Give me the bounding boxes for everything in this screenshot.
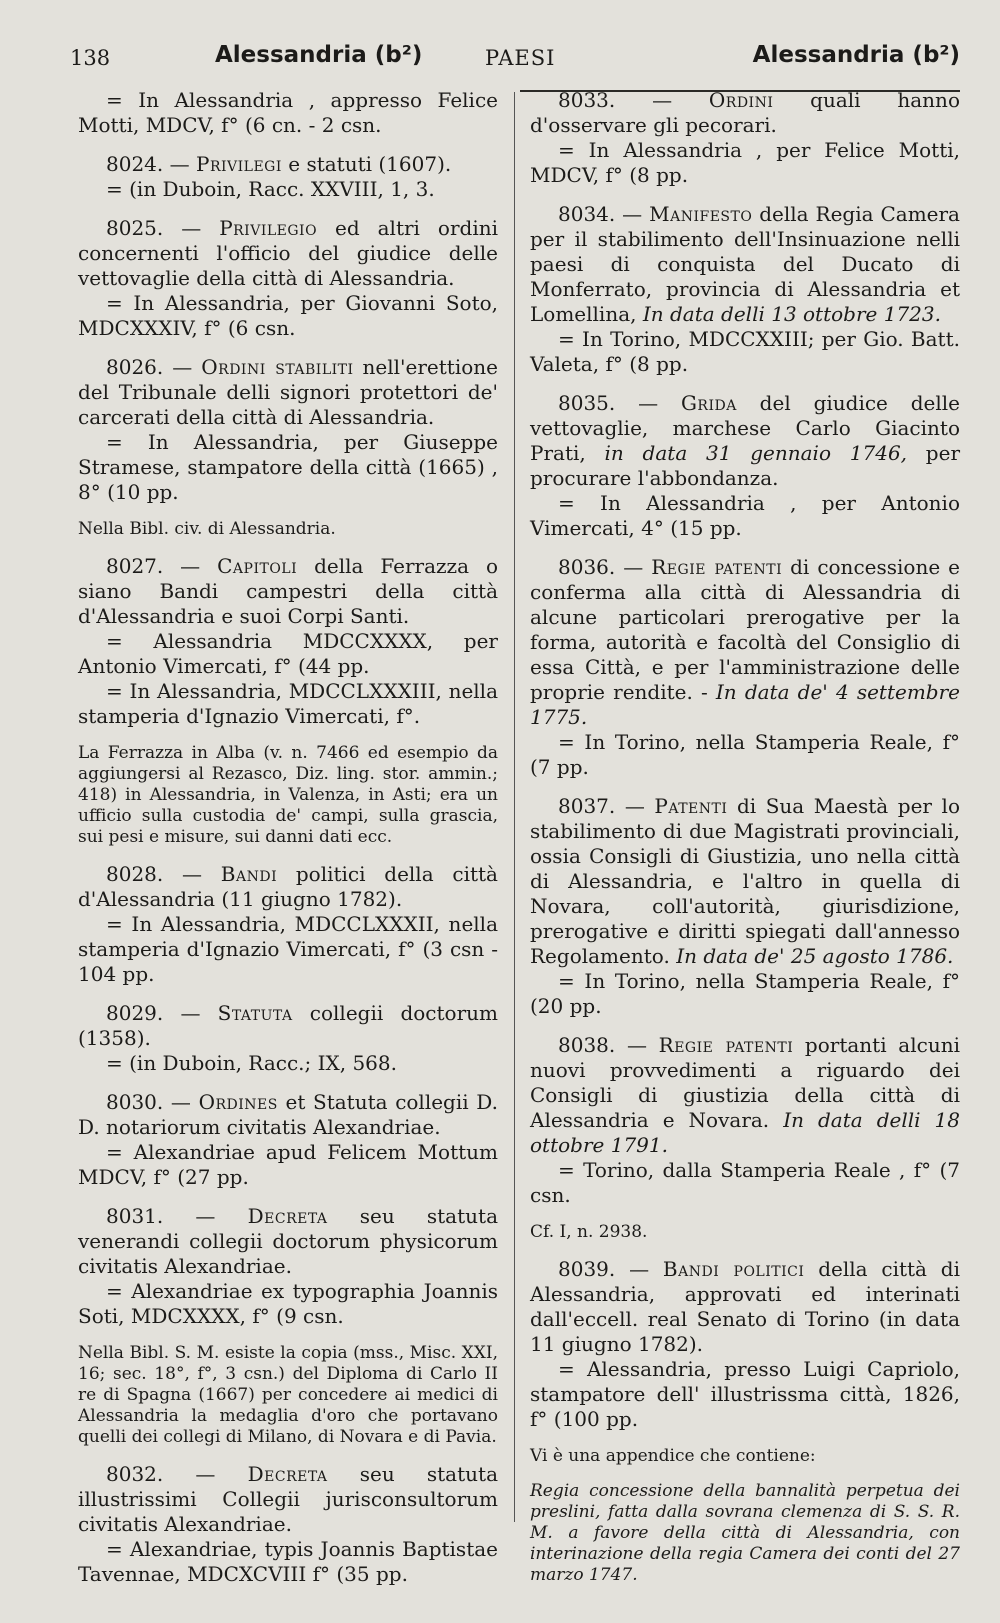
entry-8023-continued xyxy=(78,88,498,138)
entry-8026 xyxy=(78,355,498,505)
entry-8037 xyxy=(530,794,960,1019)
entry-heading: Privilegio xyxy=(219,216,318,240)
entry-text: ed altri ordini concernenti l'officio del giudice delle vettovaglie della città di Alessandria. xyxy=(78,216,498,290)
entry-date: In data de' 25 agosto 1786. xyxy=(676,944,954,968)
entry-text: di Sua Maestà per lo stabilimento di due Magistrati provinciali, ossia Consigli di Giustizia, uno nella città di Alessandria, e l'altro in quella di Novara, coll'autorità, giurisdizione, prerogative e diritti spiegati dall'annesso Regolamento. xyxy=(530,794,960,968)
note: Cf. I, n. 2938. xyxy=(530,1222,648,1242)
entry-text: per procurare l'abbondanza. xyxy=(530,441,960,490)
entry-8028 xyxy=(78,862,498,987)
entry-text: politici della città d'Alessandria (11 giugno 1782). xyxy=(78,862,498,911)
entry-8039 xyxy=(530,1257,960,1432)
entry-date: in data 31 gennaio 1746, xyxy=(604,441,908,465)
header-section: PAESI xyxy=(485,46,556,70)
entry-heading: Bandi xyxy=(220,862,278,886)
entry-heading: Manifesto xyxy=(649,202,753,226)
imprint: = In Alessandria , per Felice Motti, MDCV, f° (8 pp. xyxy=(530,138,960,187)
imprint: = Alexandriae apud Felicem Mottum MDCV, f° (27 pp. xyxy=(78,1140,498,1189)
entry-number: 8033. — xyxy=(558,88,709,112)
entry-8025 xyxy=(78,216,498,341)
entry-8036 xyxy=(530,555,960,780)
entry-8032 xyxy=(78,1462,498,1587)
column-divider xyxy=(514,92,515,1522)
imprint: = In Torino, nella Stamperia Reale, f° (7 pp. xyxy=(530,730,960,779)
entry-number: 8039. — xyxy=(558,1257,663,1281)
imprint: = In Alessandria, MDCCLXXXII, nella stamperia d'Ignazio Vimercati, f° (3 csn - 104 pp. xyxy=(78,912,498,986)
entry-text: seu statuta illustrissimi Collegii jurisconsultorum civitatis Alexandriae. xyxy=(78,1462,498,1536)
entry-heading: Bandi politici xyxy=(662,1257,805,1281)
note: Nella Bibl. civ. di Alessandria. xyxy=(78,519,336,539)
entry-8024 xyxy=(78,152,498,202)
entry-number: 8034. — xyxy=(558,202,650,226)
imprint: = In Alessandria , appresso Felice Motti, MDCV, f° (6 cn. - 2 csn. xyxy=(78,88,498,137)
imprint: = Alexandriae, typis Joannis Baptistae Tavennae, MDCXCVIII f° (35 pp. xyxy=(78,1537,498,1586)
entry-number: 8027. — xyxy=(106,554,218,578)
note: Vi è una appendice che contiene: xyxy=(530,1446,816,1466)
entry-date: In data delli 13 ottobre 1723. xyxy=(642,302,941,326)
entry-heading: Privilegi xyxy=(195,152,282,176)
entry-8038 xyxy=(530,1033,960,1208)
entry-number: 8028. — xyxy=(106,862,221,886)
reference: = (in Duboin, Racc. XXVIII, 1, 3. xyxy=(106,177,435,201)
entry-text: e statuti (1607). xyxy=(281,152,452,176)
entry-number: 8024. — xyxy=(106,152,196,176)
right-column xyxy=(530,88,960,1600)
entry-heading: Patenti xyxy=(654,794,728,818)
entry-heading: Decreta xyxy=(247,1462,328,1486)
entry-text: nell'erettione del Tribunale delli signori protettori de' carcerati della città di Alessandria. xyxy=(78,355,498,429)
entry-number: 8038. — xyxy=(558,1033,659,1057)
running-header xyxy=(70,40,960,84)
entry-number: 8037. — xyxy=(558,794,655,818)
imprint: = In Alessandria, per Giuseppe Stramese, stampatore della città (1665) , 8° (10 pp. xyxy=(78,430,498,504)
entry-heading: Ordini stabiliti xyxy=(201,355,354,379)
entry-heading: Regie patenti xyxy=(658,1033,794,1057)
entry-8031 xyxy=(78,1204,498,1329)
entry-text: della Regia Camera per il stabilimento dell'Insinuazione nelli paesi di conquista del Ducato di Monferrato, provincia di Alessandria et Lomellina, xyxy=(530,202,960,326)
entry-heading: Grida xyxy=(680,391,737,415)
entry-number: 8026. — xyxy=(106,355,202,379)
entry-number: 8031. — xyxy=(106,1204,248,1228)
header-right-title: Alessandria (b²) xyxy=(752,42,960,68)
imprint: = Torino, dalla Stamperia Reale , f° (7 csn. xyxy=(530,1158,960,1207)
entry-text: di concessione e conferma alla città di Alessandria di alcune particolari prerogative per la forma, autorità e facoltà del Consiglio di essa Città, e per l'amministrazione delle proprie rendite. - xyxy=(530,555,960,704)
entry-number: 8035. — xyxy=(558,391,681,415)
imprint: = Alessandria, presso Luigi Capriolo, stampatore dell' illustrissma città, 1826, f° (100 pp. xyxy=(530,1357,960,1431)
imprint: = In Torino, nella Stamperia Reale, f° (20 pp. xyxy=(530,969,960,1018)
imprint: = In Alessandria, MDCCLXXXIII, nella stamperia d'Ignazio Vimercati, f°. xyxy=(78,679,498,728)
entry-text: quali hanno d'osservare gli pecorari. xyxy=(530,88,960,137)
imprint: = In Torino, MDCCXXIII; per Gio. Batt. Valeta, f° (8 pp. xyxy=(530,327,960,376)
entry-8033 xyxy=(530,88,960,188)
entry-number: 8032. — xyxy=(106,1462,248,1486)
imprint: = Alessandria MDCCXXXX, per Antonio Vimercati, f° (44 pp. xyxy=(78,629,498,678)
entry-text: del giudice delle vettovaglie, marchese Carlo Giacinto Prati, xyxy=(530,391,960,465)
entry-text: et Statuta collegii D. D. notariorum civitatis Alexandriae. xyxy=(78,1090,498,1139)
imprint: = In Alessandria , per Antonio Vimercati, 4° (15 pp. xyxy=(530,491,960,540)
entry-heading: Ordini xyxy=(708,88,774,112)
entry-number: 8036. — xyxy=(558,555,652,579)
entry-8035 xyxy=(530,391,960,541)
entry-heading: Decreta xyxy=(247,1204,328,1228)
entry-heading: Capitoli xyxy=(217,554,298,578)
page-number: 138 xyxy=(70,46,111,70)
note: Nella Bibl. S. M. esiste la copia (mss., Misc. XXI, 16; sec. 18°, f°, 3 csn.) del Diploma di Carlo II re di Spagna (1667) per concedere ai medici di Alessandria la medaglia d'oro che portavano quelli dei collegi di Milano, di Novara e di Pavia. xyxy=(78,1343,498,1447)
entry-heading: Statuta xyxy=(217,1001,293,1025)
header-left-title: Alessandria (b²) xyxy=(215,42,423,68)
entry-8027 xyxy=(78,554,498,729)
entry-date: In data delli 18 ottobre 1791. xyxy=(530,1108,960,1157)
reference: = (in Duboin, Racc.; IX, 568. xyxy=(106,1051,397,1075)
entry-8029 xyxy=(78,1001,498,1076)
note-italic: Regia concessione della bannalità perpetua dei preslini, fatta dalla sovrana clemenza di S. S. R. M. a favore della città di Alessandria, con interinazione della regia Camera dei conti del 27 marzo 1747. xyxy=(530,1481,960,1585)
entry-text: della Ferrazza o siano Bandi campestri della città d'Alessandria e suoi Corpi Santi. xyxy=(78,554,498,628)
entry-date: In data de' 4 settembre 1775. xyxy=(530,680,960,729)
entry-text: collegii doctorum (1358). xyxy=(78,1001,498,1050)
note: La Ferrazza in Alba (v. n. 7466 ed esempio da aggiungersi al Rezasco, Diz. ling. stor. ammin.; 418) in Alessandria, in Valenza, in Asti; era un ufficio sulla custodia de' campi, sulla grascia, sui pesi e misure, sui danni dati ecc. xyxy=(78,743,498,847)
entry-heading: Regie patenti xyxy=(651,555,783,579)
entry-text: della città di Alessandria, approvati ed interinati dall'eccell. real Senato di Torino (in data 11 giugno 1782). xyxy=(530,1257,960,1356)
entry-number: 8029. — xyxy=(106,1001,218,1025)
entry-heading: Ordines xyxy=(198,1090,278,1114)
entry-8030 xyxy=(78,1090,498,1190)
left-column xyxy=(78,88,498,1601)
entry-8034 xyxy=(530,202,960,377)
entry-text: seu statuta venerandi collegii doctorum physicorum civitatis Alexandriae. xyxy=(78,1204,498,1278)
entry-text: portanti alcuni nuovi provvedimenti a riguardo dei Consigli di giustizia della città di Alessandria e Novara. xyxy=(530,1033,960,1132)
entry-number: 8025. — xyxy=(106,216,220,240)
entry-number: 8030. — xyxy=(106,1090,199,1114)
imprint: = In Alessandria, per Giovanni Soto, MDCXXXIV, f° (6 csn. xyxy=(78,291,498,340)
imprint: = Alexandriae ex typographia Joannis Soti, MDCXXXX, f° (9 csn. xyxy=(78,1279,498,1328)
